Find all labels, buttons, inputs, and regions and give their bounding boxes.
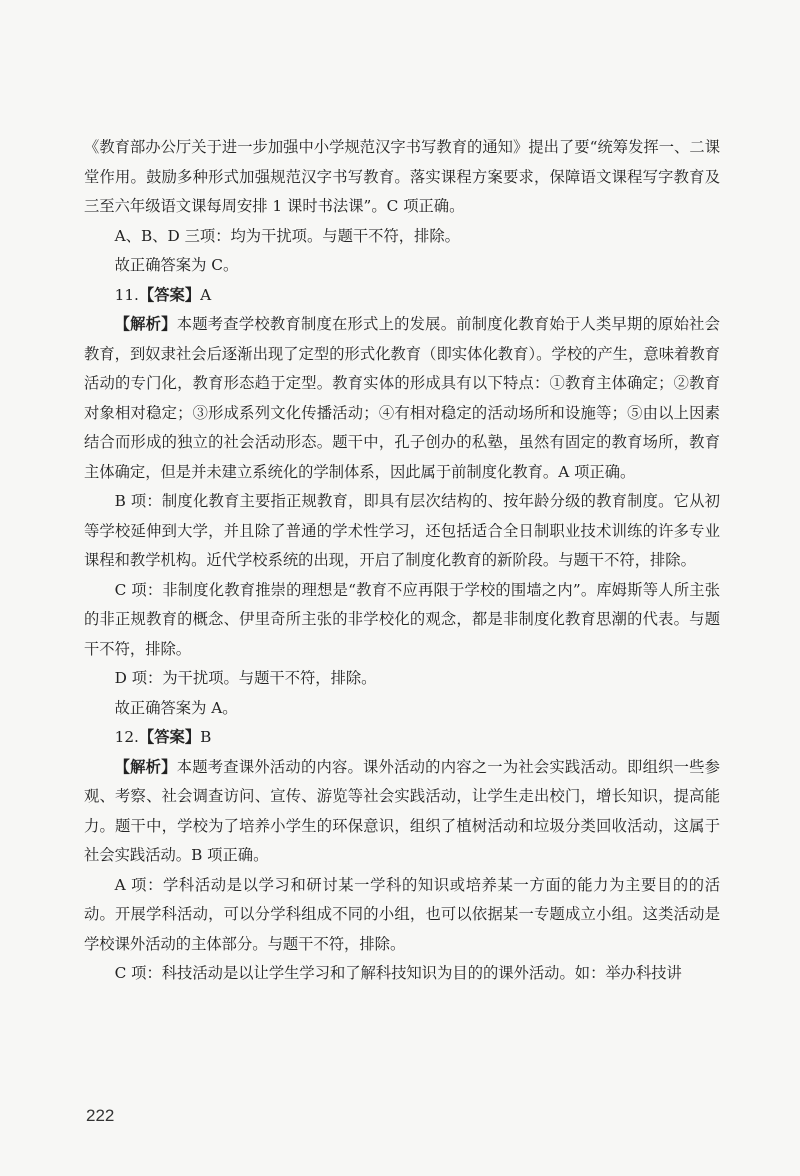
analysis-label: 【解析】 — [114, 315, 177, 333]
paragraph-answer-a: 故正确答案为 A。 — [114, 698, 238, 717]
paragraph-option-d: D 项：为干扰项。与题干不符，排除。 — [114, 669, 377, 687]
answer-label: 【答案】 — [138, 728, 201, 746]
paragraph-option-c: C 项：非制度化教育推崇的理想是“教育不应再限于学校的围墙之内”。库姆斯等人所主张的非正规教育的概念、伊里奇所主张的非学校化的观念，都是非制度化教育思潮的代表。与题干不符，排除。 — [84, 580, 720, 658]
paragraph-option-a: A 项：学科活动是以学习和研讨某一学科的知识或培养某一方面的能力为主要目的的活动。开展学科活动，可以分学科组成不同的小组，也可以依据某一专题成立小组。这类活动是学校课外活动的主体部分。与题干不符，排除。 — [84, 875, 720, 953]
paragraph-notice: 《教育部办公厅关于进一步加强中小学规范汉字书写教育的通知》提出了要“统筹发挥一、二课堂作用。鼓励多种形式加强规范汉字书写教育。落实课程方案要求，保障语文课程写字教育及三至六年级语文课每周安排 1 课时书法课”。C 项正确。 — [84, 138, 720, 215]
answer-value: A — [200, 285, 212, 304]
analysis-paragraph-12 — [84, 753, 720, 871]
answer-label: 【答案】 — [138, 285, 201, 304]
analysis-text: 本题考查课外活动的内容。课外活动的内容之一为社会实践活动。即组织一些参观、考察、社会调查访问、宣传、游览等社会实践活动，让学生走出校门，增长知识，提高能力。题干中，学校为了培养小学生的环保意识，组织了植树活动和垃圾分类回收活动，这属于社会实践活动。B 项正确。 — [84, 757, 720, 864]
answer-line-12 — [84, 723, 720, 753]
paragraph-answer-c: 故正确答案为 C。 — [114, 256, 239, 274]
paragraph-option-c-science: C 项：科技活动是以让学生学习和了解科技知识为目的的课外活动。如：举办科技讲 — [114, 964, 682, 982]
paragraph-abd-distractors: A、B、D 三项：均为干扰项。与题干不符，排除。 — [114, 226, 460, 245]
analysis-paragraph-11 — [84, 310, 720, 487]
answer-value: B — [200, 728, 212, 746]
page-body — [84, 133, 720, 989]
page-number: 222 — [86, 1106, 115, 1125]
analysis-label: 【解析】 — [114, 757, 177, 776]
question-number: 12. — [114, 728, 139, 746]
answer-line-11 — [84, 281, 720, 311]
question-number: 11. — [114, 285, 139, 304]
analysis-text: 本题考查学校教育制度在形式上的发展。前制度化教育始于人类早期的原始社会教育，到奴隶社会后逐渐出现了定型的形式化教育（即实体化教育）。学校的产生，意味着教育活动的专门化，教育形态趋于定型。教育实体的形成具有以下特点：①教育主体确定；②教育对象相对稳定；③形成系列文化传播活动；④有相对稳定的活动场所和设施等；⑤由以上因素结合而形成的独立的社会活动形态。题干中，孔子创办的私塾，虽然有固定的教育场所，教育主体确定，但是并未建立系统化的学制体系，因此属于前制度化教育。A 项正确。 — [84, 315, 720, 481]
paragraph-option-b: B 项：制度化教育主要指正规教育，即具有层次结构的、按年龄分级的教育制度。它从初等学校延伸到大学，并且除了普通的学术性学习，还包括适合全日制职业技术训练的许多专业课程和教学机构。近代学校系统的出现，开启了制度化教育的新阶段。与题干不符，排除。 — [84, 492, 720, 569]
